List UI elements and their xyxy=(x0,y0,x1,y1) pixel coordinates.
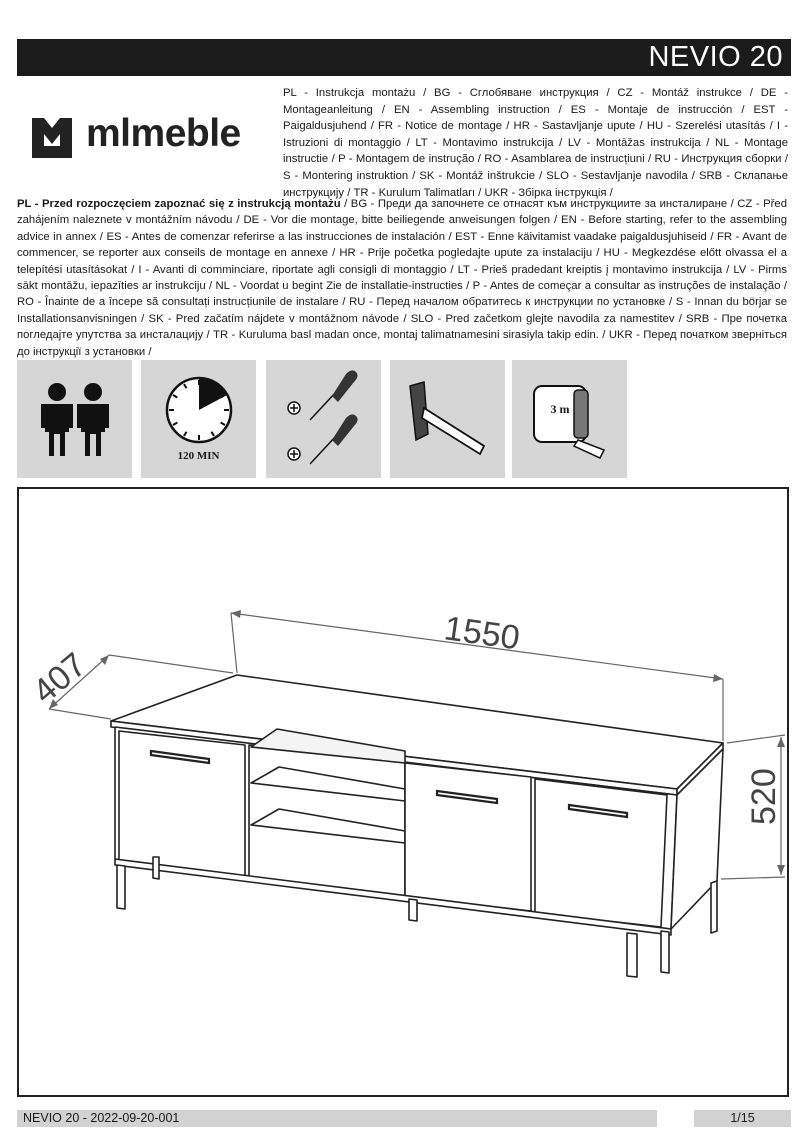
screwdrivers-tile xyxy=(266,360,381,478)
product-title: NEVIO 20 xyxy=(648,41,783,73)
document-code: NEVIO 20 - 2022-09-20-001 xyxy=(17,1110,657,1127)
tape-measure-tile xyxy=(512,360,627,478)
title-bar xyxy=(17,39,791,76)
time-tile xyxy=(141,360,256,478)
depth-dimension: 407 xyxy=(25,645,94,712)
intro-rest: / BG - Преди да започнете се отнасят към инструкциите за инсталиране / CZ - Před zahájením naleznete v montážním návodu / DE - Vor die montage, bitte beiliegende anweisungen folgen / EN - Before starting, refer to the assembling advice in annex / ES - Antes de comenzar referirse a las instrucciones de instalación / EST - Enne käivitamist vaadake paigaldusjuhiseid / FR - Avant de commencer, se reporter aux conseils de montage en annexe / HR - Prije početka pogledajte upute za instalaciju / HU - Megkezdése előtt olvassa el a telepítési utasításokat / I - Avanti di comminciare, riportate agli consigli di montaggio / LT - Prieš pradedant kreiptis į montavimo instrukcija / LV - Pirms sākt montāžu, iepazīties ar instrukciju / NL - Voordat u begint Zie de installatie-instructies / P - Antes de começar a consultar as instruções de instalação / RO - Înainte de a începe să consultați instrucțiunile de instalare / RU - Перед началом обратитесь к инструкции по установке / S - Innan du börjar se Installationsanvisningen / SK - Pred začatím nájdete v montážnom návode / SLO - Pred začetkom glejte navodila za namestitev / SRB - Пре почетка погледајте упутства за инсталацију / TR - Kuruluma basl madan once, montaj talimatnamesini sirasiyla takip edin. / UKR - Перед початком зверніться до інструкції з установки / xyxy=(17,198,787,358)
intro-paragraph xyxy=(17,196,787,360)
time-label: 120 MIN xyxy=(177,450,220,462)
hammer-icon xyxy=(390,360,505,478)
hammer-tile xyxy=(390,360,505,478)
two-people-tile xyxy=(17,360,132,478)
brand-name: mlmeble xyxy=(86,112,241,155)
page-number: 1/15 xyxy=(694,1110,791,1127)
language-list: PL - Instrukcja montażu / BG - Сглобяване инструкция / CZ - Montáž instrukce / DE - Montageanleitung / EN - Assembling instruction / ES - Montaje de instrucción / EST - Paigaldusjuhend / FR - Notice de montage / HR - Sastavljanje upute / HU - Szerelési utasítás / I - Istruzioni di montaggio / LT - Montavimo instrukcija / LV - Montāžas instrukcija / NL - Montage instructie / P - Montagem de instrução / RO - Asamblarea de instrucțiuni / RU - Инструкция сборки / S - Montering instruktion / SK - Montáž inštrukcie / SLO - Sestavljanje navodila / SRB - Склапање инструкцију / TR - Kurulum Talimatları / UKR - Збірка інструкція / xyxy=(283,87,788,199)
brand-mark-icon xyxy=(30,116,74,160)
tv-cabinet-drawing xyxy=(19,489,787,1095)
screwdrivers-icon xyxy=(266,360,381,478)
width-dimension: 1550 xyxy=(441,609,523,658)
height-dimension: 520 xyxy=(745,768,783,825)
product-drawing-frame xyxy=(17,487,789,1097)
intro-lead: PL - Przed rozpoczęciem zapoznać się z instrukcją montażu xyxy=(17,198,341,210)
brand-logo xyxy=(30,112,270,162)
tape-label: 3 m xyxy=(550,402,570,416)
two-people-icon xyxy=(17,360,132,478)
tape-measure-icon xyxy=(512,360,627,478)
